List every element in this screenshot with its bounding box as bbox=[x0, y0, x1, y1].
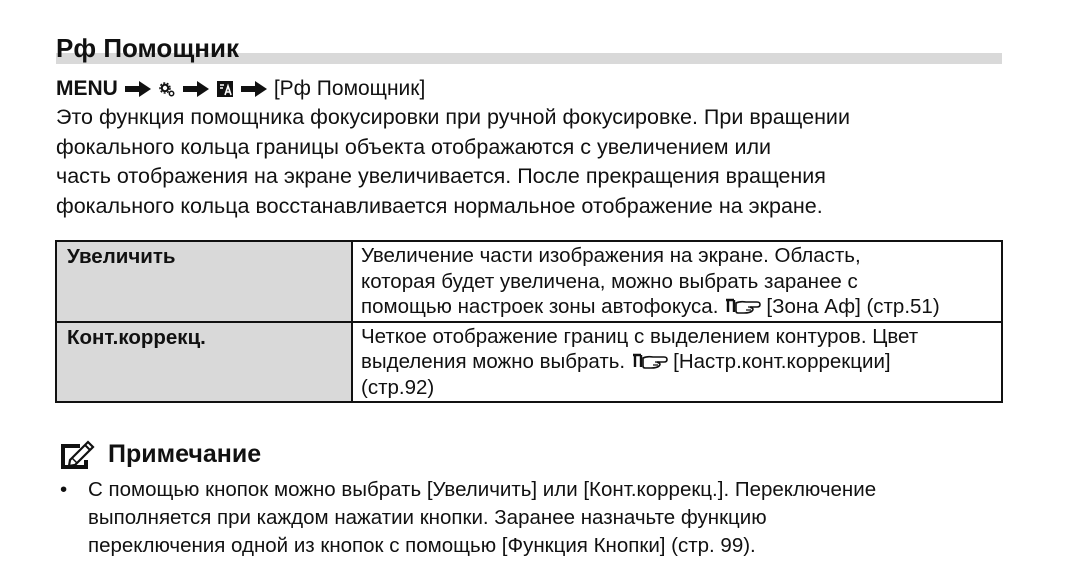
pointing-hand-reference-icon bbox=[724, 297, 762, 315]
description-text: помощью настроек зоны автофокуса. bbox=[361, 295, 719, 318]
description-reference: [Зона Аф] (стр.51) bbox=[766, 295, 940, 318]
arrow-right-icon bbox=[239, 79, 269, 99]
options-table bbox=[55, 240, 1003, 403]
note-item bbox=[88, 476, 1020, 560]
custom-menu-icon bbox=[216, 80, 234, 98]
bullet-marker: • bbox=[60, 478, 68, 501]
menu-label: MENU bbox=[56, 77, 118, 100]
gear-icon bbox=[158, 80, 176, 98]
option-key: Конт.коррекц. bbox=[56, 322, 352, 403]
description-line bbox=[361, 349, 993, 375]
option-description bbox=[352, 322, 1002, 403]
table-row bbox=[56, 322, 1002, 403]
description-line: которая будет увеличена, можно выбрать заранее с bbox=[361, 269, 858, 293]
intro-line: фокального кольца восстанавливается нормальное отображение на экране. bbox=[56, 193, 823, 218]
description-line: Четкое отображение границ с выделением контуров. Цвет bbox=[361, 324, 919, 348]
description-line: Увеличение части изображения на экране. Область, bbox=[361, 244, 861, 267]
note-list bbox=[60, 476, 1020, 560]
note-line: выполняется при каждом нажатии кнопки. Заранее назначьте функцию bbox=[88, 506, 767, 529]
pointing-hand-reference-icon bbox=[631, 352, 669, 370]
menu-path bbox=[56, 74, 425, 104]
description-reference: [Настр.конт.коррекции] bbox=[673, 350, 891, 373]
intro-line: часть отображения на экране увеличивается. После прекращения вращения bbox=[56, 164, 826, 188]
arrow-right-icon bbox=[181, 79, 211, 99]
note-heading bbox=[58, 436, 261, 472]
section-title bbox=[56, 32, 239, 64]
arrow-right-icon bbox=[123, 79, 153, 99]
option-key: Увеличить bbox=[56, 241, 352, 322]
note-pencil-icon bbox=[58, 438, 96, 470]
intro-paragraph bbox=[56, 103, 1016, 221]
description-line bbox=[361, 294, 993, 320]
intro-line: Это функция помощника фокусировки при ручной фокусировке. При вращении bbox=[56, 105, 850, 129]
note-title: Примечание bbox=[108, 439, 262, 468]
description-text: выделения можно выбрать. bbox=[361, 350, 626, 373]
intro-line: фокального кольца границы объекта отображаются с увеличением или bbox=[56, 134, 772, 159]
section-title-text: Рф Помощник bbox=[56, 33, 239, 63]
table-row bbox=[56, 241, 1002, 322]
menu-target: [Рф Помощник] bbox=[273, 77, 426, 100]
option-description bbox=[352, 241, 1002, 322]
note-line: С помощью кнопок можно выбрать [Увеличить] или [Конт.коррекц.]. Переключение bbox=[88, 478, 877, 501]
note-line: переключения одной из кнопок с помощью [Функция Кнопки] (стр. 99). bbox=[88, 534, 756, 557]
description-line: (стр.92) bbox=[361, 375, 435, 399]
